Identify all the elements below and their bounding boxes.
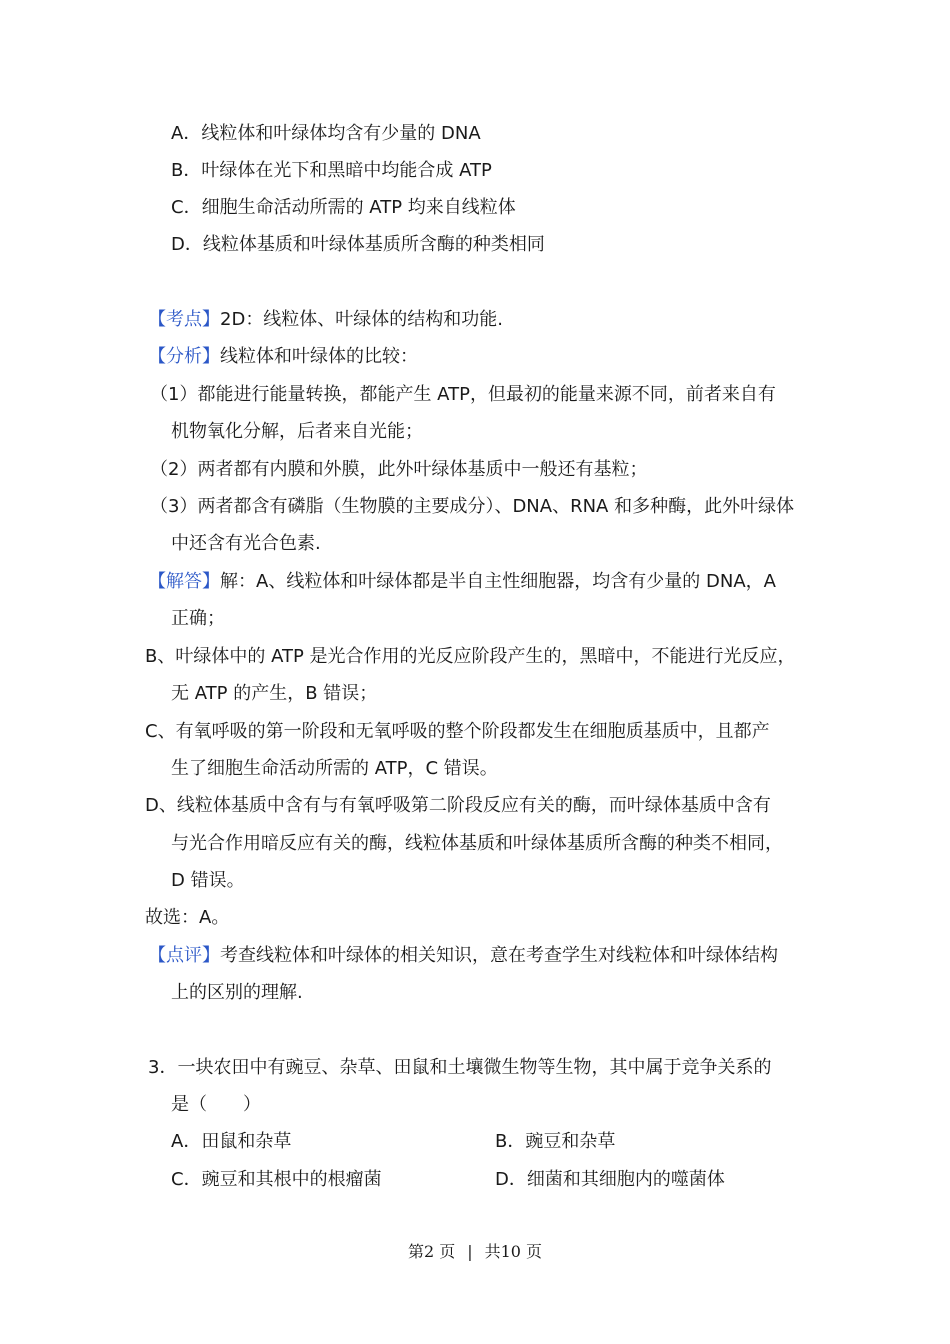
jieda-b: B、叶绿体中的 ATP 是光合作用的光反应阶段产生的，黑暗中，不能进行光反应， (145, 646, 796, 667)
jieda-tag: 【解答】 (148, 571, 220, 592)
q3-option-d: D．细菌和其细胞内的噬菌体 (495, 1169, 725, 1190)
kaodian-line (148, 308, 503, 332)
option-c: C．细胞生命活动所需的 ATP 均来自线粒体 (171, 197, 516, 218)
page-number: 第2 页 (407, 1242, 456, 1261)
jieda-c-cont: 生了细胞生命活动所需的 ATP，C 错误。 (171, 758, 498, 779)
jieda-text: 解：A、线粒体和叶绿体都是半自主性细胞器，均含有少量的 DNA，A (220, 571, 776, 592)
footer-separator: | (467, 1242, 473, 1261)
page-total: 共10 页 (484, 1242, 543, 1261)
option-d: D．线粒体基质和叶绿体基质所含酶的种类相同 (171, 234, 545, 255)
fenxi-point-3: （3）两者都含有磷脂（生物膜的主要成分）、DNA、RNA 和多种酶，此外叶绿体 (150, 496, 795, 517)
jieda-line-2: 正确； (171, 608, 225, 629)
fenxi-point-1-cont: 机物氧化分解，后者来自光能； (171, 421, 423, 442)
fenxi-point-2: （2）两者都有内膜和外膜，此外叶绿体基质中一般还有基粒； (150, 459, 648, 480)
fenxi-text: 线粒体和叶绿体的比较： (220, 346, 418, 367)
jieda-line (148, 570, 776, 594)
jieda-b-cont: 无 ATP 的产生，B 错误； (171, 683, 378, 704)
jieda-c: C、有氧呼吸的第一阶段和无氧呼吸的整个阶段都发生在细胞质基质中，且都产 (145, 721, 770, 742)
option-b: B．叶绿体在光下和黑暗中均能合成 ATP (171, 160, 492, 181)
dianping-line-2: 上的区别的理解. (171, 982, 303, 1003)
page-footer (0, 1241, 950, 1263)
jieda-d-cont-2: D 错误。 (171, 870, 245, 891)
jieda-d-cont-1: 与光合作用暗反应有关的酶，线粒体基质和叶绿体基质所含酶的种类不相同， (171, 833, 783, 854)
dianping-text: 考查线粒体和叶绿体的相关知识，意在考查学生对线粒体和叶绿体结构 (220, 945, 778, 966)
option-a: A．线粒体和叶绿体均含有少量的 DNA (171, 123, 481, 144)
question-3-stem: 3．一块农田中有豌豆、杂草、田鼠和土壤微生物等生物，其中属于竞争关系的 (148, 1057, 772, 1078)
dianping-tag: 【点评】 (148, 945, 220, 966)
jieda-d: D、线粒体基质中含有与有氧呼吸第二阶段反应有关的酶，而叶绿体基质中含有 (145, 795, 771, 816)
q3-option-a: A．田鼠和杂草 (171, 1131, 292, 1152)
dianping-line (148, 944, 778, 968)
q3-option-c: C．豌豆和其根中的根瘤菌 (171, 1169, 382, 1190)
fenxi-line (148, 345, 418, 369)
kaodian-text: 2D：线粒体、叶绿体的结构和功能. (220, 309, 504, 330)
fenxi-point-1: （1）都能进行能量转换，都能产生 ATP，但最初的能量来源不同，前者来自有 (150, 384, 776, 405)
question-3-stem-cont: 是（ ） (171, 1094, 261, 1115)
q3-option-b: B．豌豆和杂草 (495, 1131, 616, 1152)
kaodian-tag: 【考点】 (148, 309, 220, 330)
fenxi-tag: 【分析】 (148, 346, 220, 367)
answer-choice: 故选：A。 (145, 907, 230, 928)
fenxi-point-3-cont: 中还含有光合色素. (171, 533, 321, 554)
